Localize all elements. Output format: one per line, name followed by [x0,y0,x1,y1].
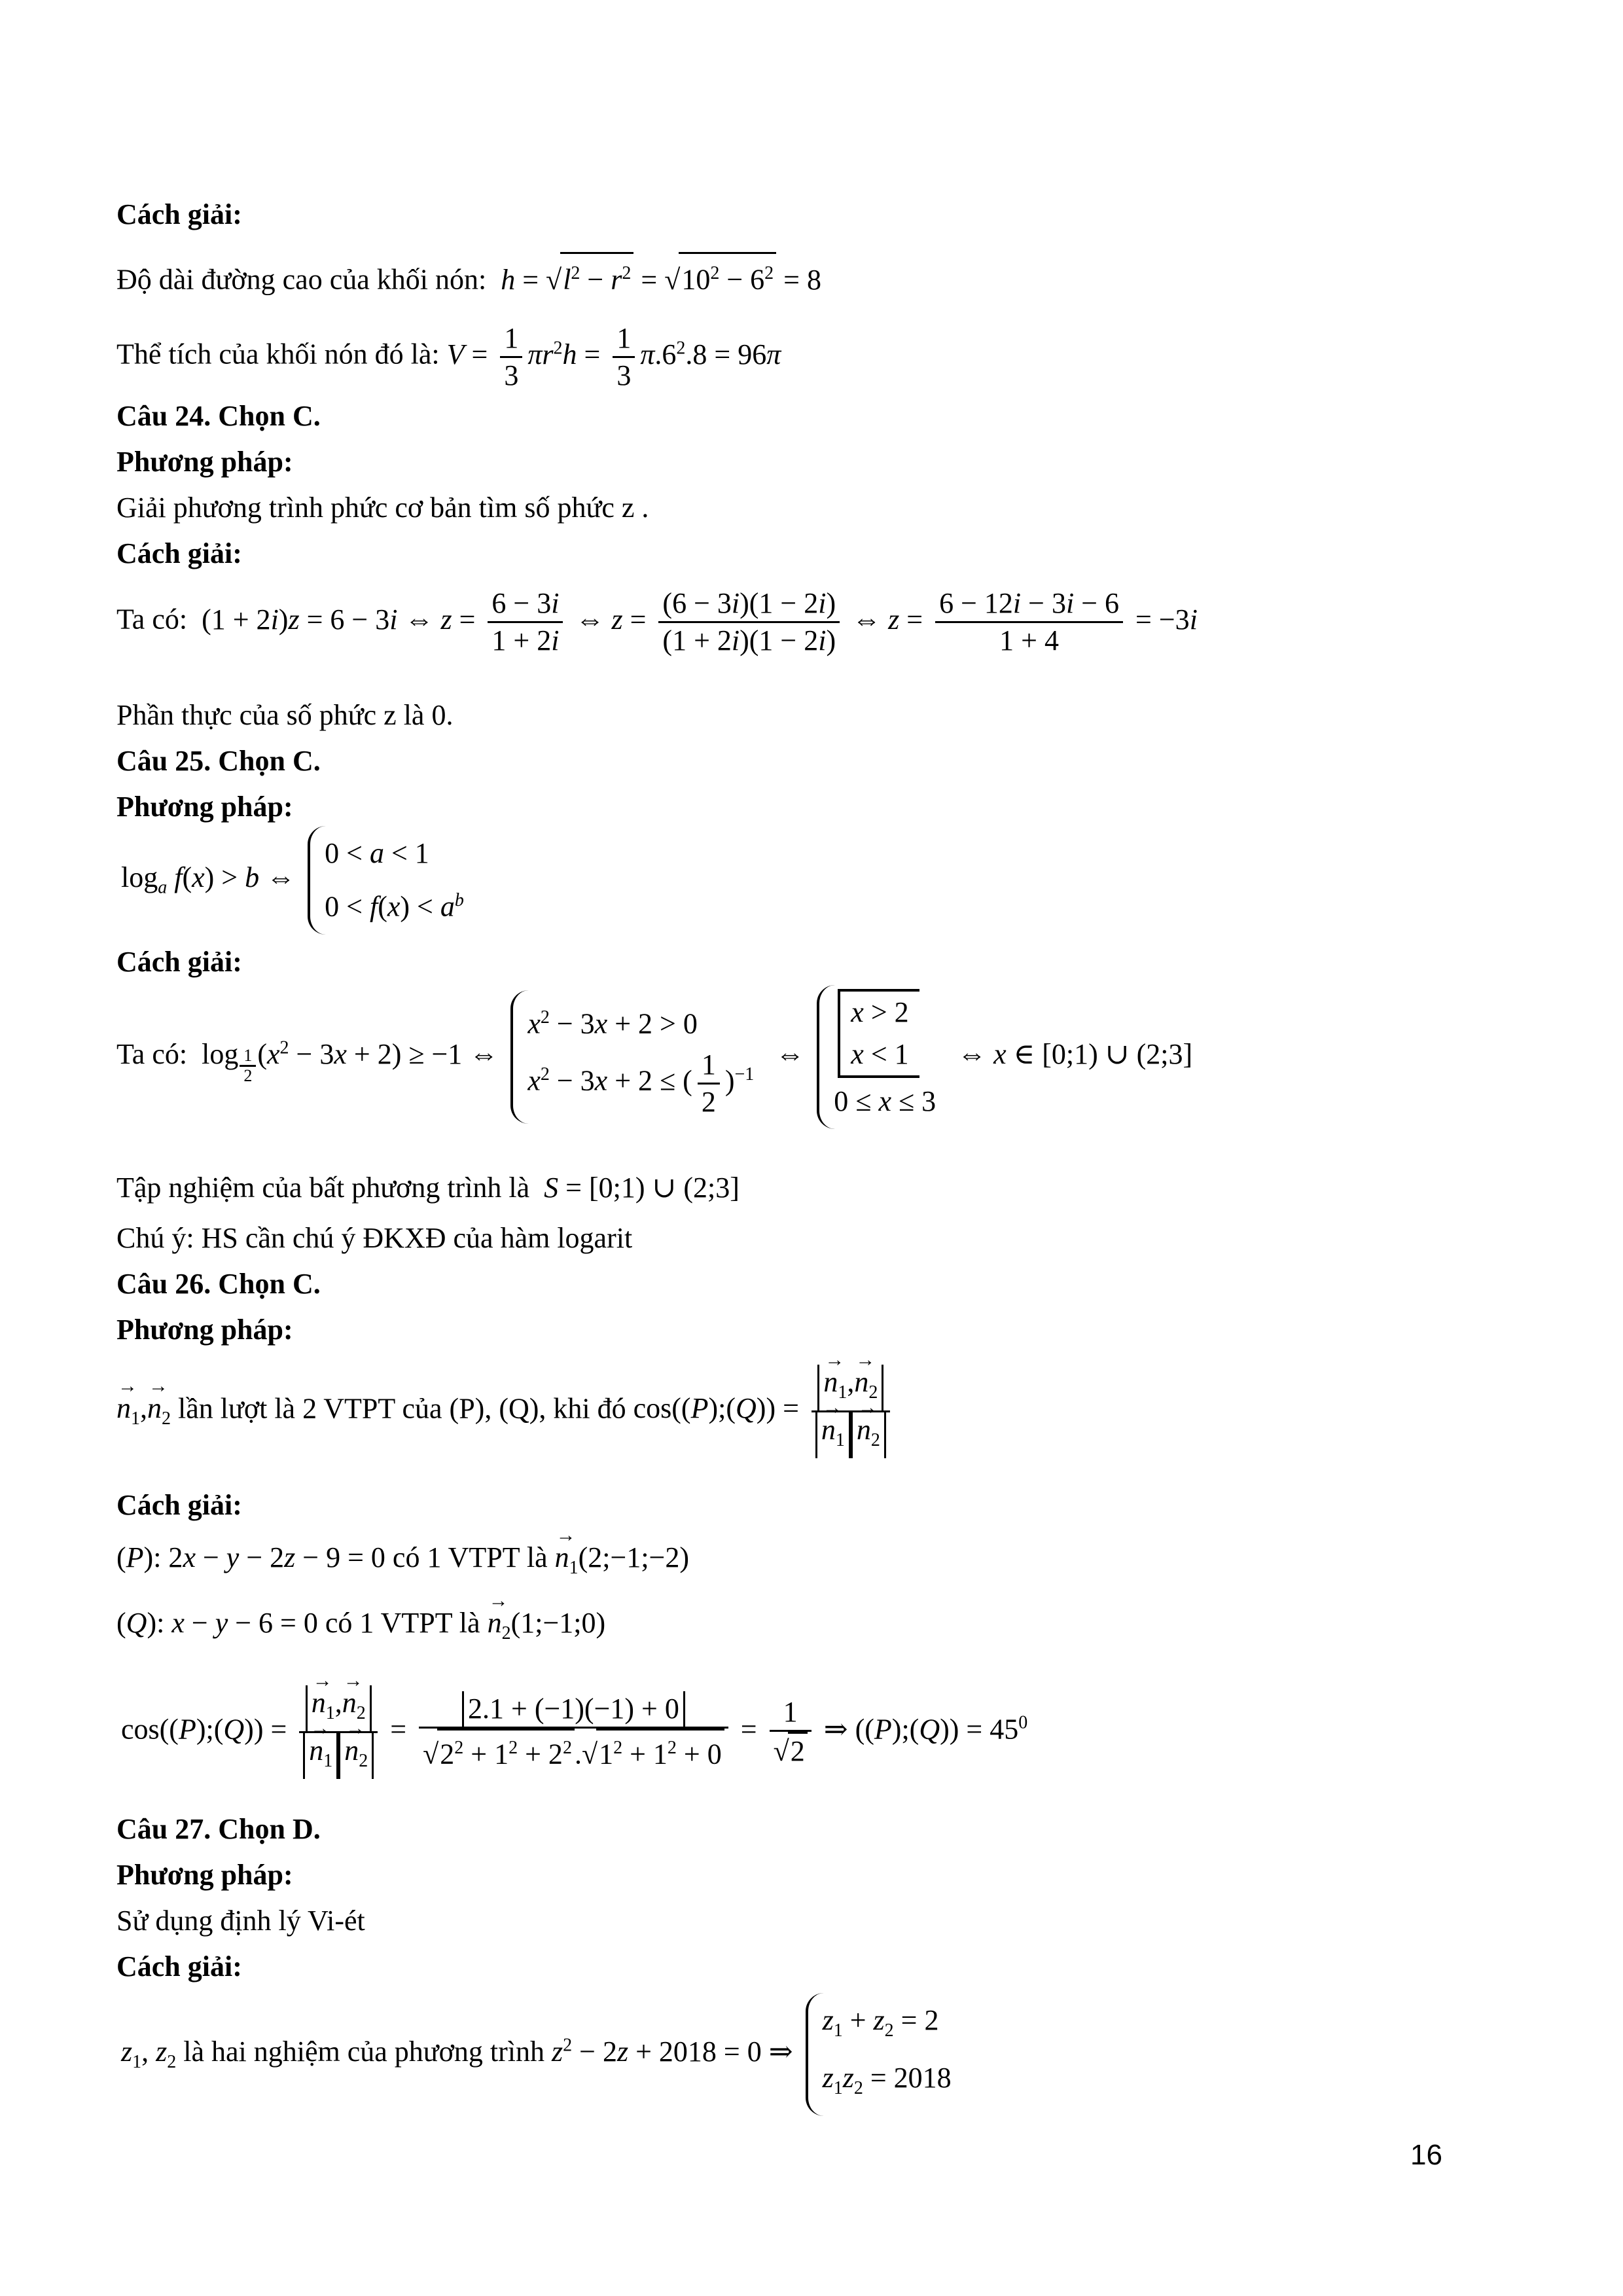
q25-title: Câu 25. Chọn C. [116,745,321,777]
q26-calculation: cos((P);(Q)) = → $n_1,\to n_2$ → $n_1\to n_2$ = $\frac{2.1 + (-1)(-1) + 0}{√2^2 + 1^2 + 2^2.√1^2 + 1^2 + 0}$ = $\frac{1}{√2}$ ⇒ ((P);(Q)) = $45^0$ [121,1685,1027,1779]
q26-plane-q [116,1604,605,1653]
cone-volume-formula: V = $\frac{1}{3}$ $\pi r^2h$ = $\frac{1}{3}$ $\pi.6^2.8 = 96\pi$ [446,322,781,391]
q26-n2: → $n_2(1;-1;0)$ [488,1607,606,1639]
cone-height-line [116,252,821,300]
solution-label: Cách giải: [116,198,242,230]
q27-formula: $z^2 - 2z + 2018 = 0$ ⇒ $z_1 + z_2 = 2$ $z_1z_2 = 2018$ [552,2036,966,2068]
q25-method-label: Phương pháp: [116,791,293,823]
q27-method-label: Phương pháp: [116,1859,293,1891]
q26-method-label: Phương pháp: [116,1314,293,1346]
q24-title: Câu 24. Chọn C. [116,400,321,432]
q26-plane-q-eq: (Q): x − y − 6 = 0 [116,1607,318,1639]
cone-volume-text: Thể tích của khối nón đó là: [116,338,440,370]
q25-result-set: S = [0;1) ∪ (2;3] [544,1172,740,1204]
q26-plane-p [116,1538,689,1588]
q26-q-text: có 1 VTPT là [325,1607,480,1639]
q26-n1: → $n_1(2;-1;-2)$ [555,1541,689,1573]
q24-method-label: Phương pháp: [116,446,293,478]
q27-equation [121,1993,966,2116]
q24-solution-label: Cách giải: [116,537,242,569]
q25-result-text: Tập nghiệm của bất phương trình là [116,1172,530,1204]
q25-method-formula: $\log_a f(x) > b$ ⇔ 0 < a < 1 $0 < f(x) < a^b$ [121,826,478,935]
q25-note: Chú ý: HS cần chú ý ĐKXĐ của hàm logarit [116,1222,633,1254]
q27-solution-label: Cách giải: [116,1950,242,1982]
q24-ta-co: Ta có: [116,603,188,636]
q25-solution-label: Cách giải: [116,946,242,978]
q26-method-text: lần lượt là 2 VTPT của (P), (Q), khi đó [178,1392,626,1425]
cone-height-formula: $h = √l^2 - r^2 = √10^2 - 6^2 = 8$ [493,264,821,296]
q24-method: Giải phương trình phức cơ bản tìm số phức z . [116,492,649,524]
q26-p-text: có 1 VTPT là [392,1541,548,1573]
q26-plane-p-eq: (P): 2x − y − 2z − 9 = 0 [116,1541,385,1573]
page-number: 16 [1410,2139,1442,2171]
q26-solution-label: Cách giải: [116,1489,242,1521]
q25-formula: log $_{\frac{1}{2}}$ $(x^2 - 3x + 2) \ge -1$ ⇔ $x^2 - 3x + 2 > 0$ $x^2 - 3x + 2$ ≤ ( $\frac{1}{2}$ )$^{-1}$ ⇔ x > 2 x < 1 0 ≤ x ≤ 3 ⇔ x ∈ [0;1) ∪ (2;3] [194,1038,1192,1070]
q27-roots: $z_1$, $z_2$ [121,2035,177,2072]
q24-equation [116,586,1198,658]
q26-title: Câu 26. Chọn C. [116,1268,321,1300]
q27-text: là hai nghiệm của phương trình [183,2035,545,2068]
q27-title: Câu 27. Chọn D. [116,1813,321,1845]
q26-method-line [116,1365,895,1458]
q27-method: Sử dụng định lý Vi-ét [116,1905,365,1937]
q24-result: Phần thực của số phức z là 0. [116,699,454,731]
q25-equation [116,985,1192,1129]
cone-height-text: Độ dài đường cao của khối nón: [116,263,487,296]
cone-volume-line [116,321,781,393]
q25-ta-co: Ta có: [116,1038,188,1071]
q25-result [116,1168,740,1208]
q24-formula: (1 + 2i)z = 6 − 3i ⇔ z = $\frac{6 - 3i}{1 + 2i}$ ⇔ z = $\frac{(6 - 3i)(1 - 2i)}{(1 + 2i)(1 - 2i)}$ ⇔ z = $\frac{6 - 12i - 3i - 6}{1 + 4}$ = −3i [194,587,1198,656]
q26-cos-formula: cos((P);(Q)) = → $n_1,\to n_2$ → $n_1\to n_2$ [633,1392,895,1424]
q26-normals: → $n_1,\to n_2$ [116,1392,171,1424]
